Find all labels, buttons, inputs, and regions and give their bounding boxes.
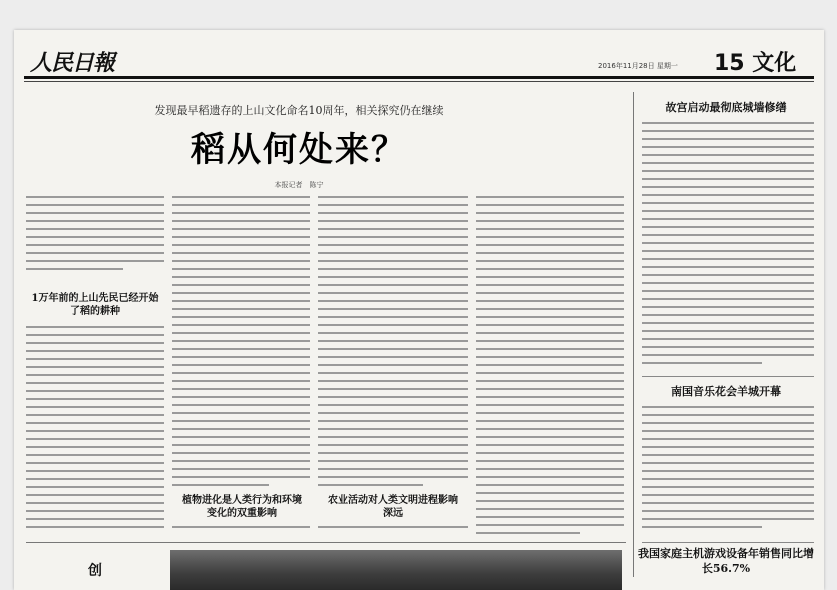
article-byline: 本报记者 陈宁 xyxy=(274,181,324,189)
text-column-1a xyxy=(26,196,164,286)
newspaper-page xyxy=(14,30,824,590)
sidebar-headline-1: 故宫启动最彻底城墙修缮 xyxy=(665,101,787,114)
dateline: 2016年11月28日 星期一 xyxy=(598,62,678,70)
article-subhead-1: 1万年前的上山先民已经开始了稻的耕种 xyxy=(31,293,159,317)
column-divider xyxy=(633,92,634,577)
text-column-2 xyxy=(172,196,310,492)
text-column-1b xyxy=(26,326,164,534)
article-headline: 稻从何处来？ xyxy=(191,130,407,170)
masthead-rule xyxy=(24,76,814,79)
sidebar-rule-1 xyxy=(642,376,814,377)
text-column-2b xyxy=(172,526,310,538)
article-subhead-3: 农业活动对人类文明进程影响深远 xyxy=(328,495,458,519)
text-column-3 xyxy=(318,196,468,492)
section-divider xyxy=(26,542,626,543)
text-column-3b xyxy=(318,526,468,538)
bottom-photo xyxy=(170,550,622,590)
masthead xyxy=(24,46,814,76)
sidebar-headline-3: 我国家庭主机游戏设备年销售同比增长56.7% xyxy=(638,547,814,575)
newspaper-logo: 人民日報 xyxy=(30,50,115,76)
page-section-label: 15 文化 xyxy=(714,51,797,76)
article-subhead-2: 植物进化是人类行为和环境变化的双重影响 xyxy=(182,495,302,519)
sidebar-rule-2 xyxy=(642,542,814,543)
sidebar-text-2 xyxy=(642,406,814,536)
text-column-4 xyxy=(476,196,624,538)
bottom-headline-fragment: 创 xyxy=(88,563,102,579)
masthead-rule-thin xyxy=(24,81,814,82)
sidebar-headline-2: 南国音乐花会羊城开幕 xyxy=(671,385,781,398)
article-kicker: 发现最早稻遗存的上山文化命名10周年，相关探究仍在继续 xyxy=(154,104,444,117)
sidebar-text-1 xyxy=(642,122,814,372)
